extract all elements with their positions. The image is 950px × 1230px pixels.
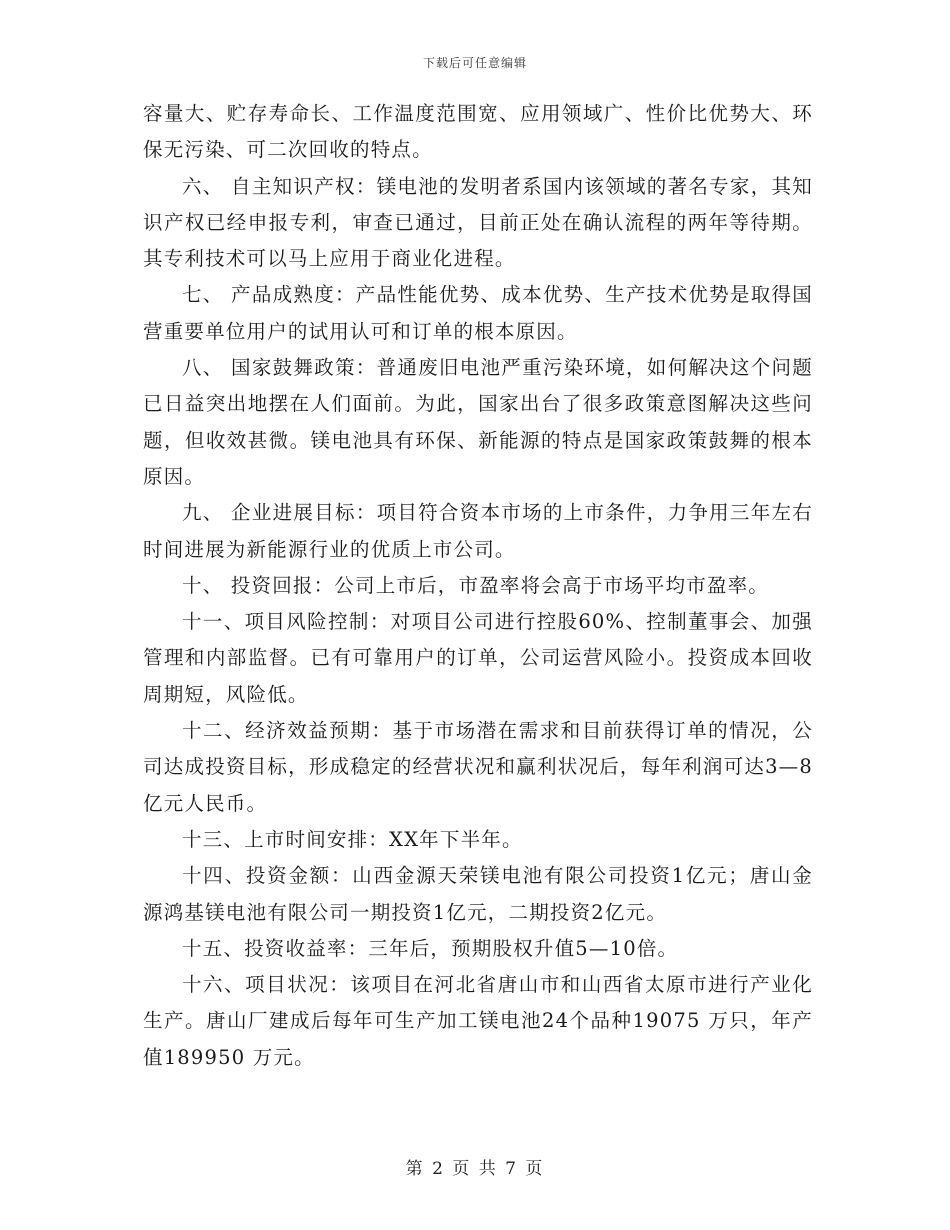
paragraph-item-16: 十六、项目状况：该项目在河北省唐山市和山西省太原市进行产业化生产。唐山厂建成后每年可生产加工镁电池24个品种19075 万只，年产值189950 万元。	[143, 973, 813, 1069]
paragraph-item-15: 十五、投资收益率：三年后，预期股权升值5—10倍。	[182, 936, 679, 960]
paragraph-item-7: 七、 产品成熟度：产品性能优势、成本优势、生产技术优势是取得国营重要单位用户的试用认可和订单的根本原因。	[143, 283, 813, 343]
paragraph-item-11: 十一、项目风险控制：对项目公司进行控股60%、控制董事会、加强管理和内部监督。已有可靠用户的订单，公司运营风险小。投资成本回收周期短，风险低。	[143, 610, 813, 706]
paragraph-item-12: 十二、经济效益预期：基于市场潜在需求和目前获得订单的情况，公司达成投资目标，形成稳定的经营状况和赢利状况后，每年利润可达3—8亿元人民币。	[143, 719, 813, 815]
paragraph-item-8: 八、 国家鼓舞政策：普通废旧电池严重污染环境，如何解决这个问题已日益突出地摆在人们面前。为此，国家出台了很多政策意图解决这些问题，但收效甚微。镁电池具有环保、新能源的特点是国家政策鼓舞的根本原因。	[143, 356, 813, 488]
paragraph-continuation: 容量大、贮存寿命长、工作温度范围宽、应用领域广、性价比优势大、环保无污染、可二次回收的特点。	[143, 102, 813, 162]
page-number: 第 2 页 共 7 页	[405, 1159, 545, 1179]
paragraph-item-13: 十三、上市时间安排：XX年下半年。	[182, 827, 523, 851]
paragraph-item-9: 九、 企业进展目标：项目符合资本市场的上市条件，力争用三年左右时间进展为新能源行业的优质上市公司。	[143, 501, 813, 561]
document-body	[143, 96, 813, 1076]
paragraph-item-14: 十四、投资金额：山西金源天荣镁电池有限公司投资1亿元；唐山金源鸿基镁电池有限公司一期投资1亿元，二期投资2亿元。	[143, 864, 813, 924]
header-note: 下载后可任意编辑	[422, 56, 527, 70]
paragraph-item-6: 六、 自主知识产权：镁电池的发明者系国内该领域的著名专家，其知识产权已经申报专利，审查已通过，目前正处在确认流程的两年等待期。其专利技术可以马上应用于商业化进程。	[143, 174, 813, 271]
paragraph-item-10: 十、 投资回报：公司上市后，市盈率将会高于市场平均市盈率。	[182, 573, 769, 597]
